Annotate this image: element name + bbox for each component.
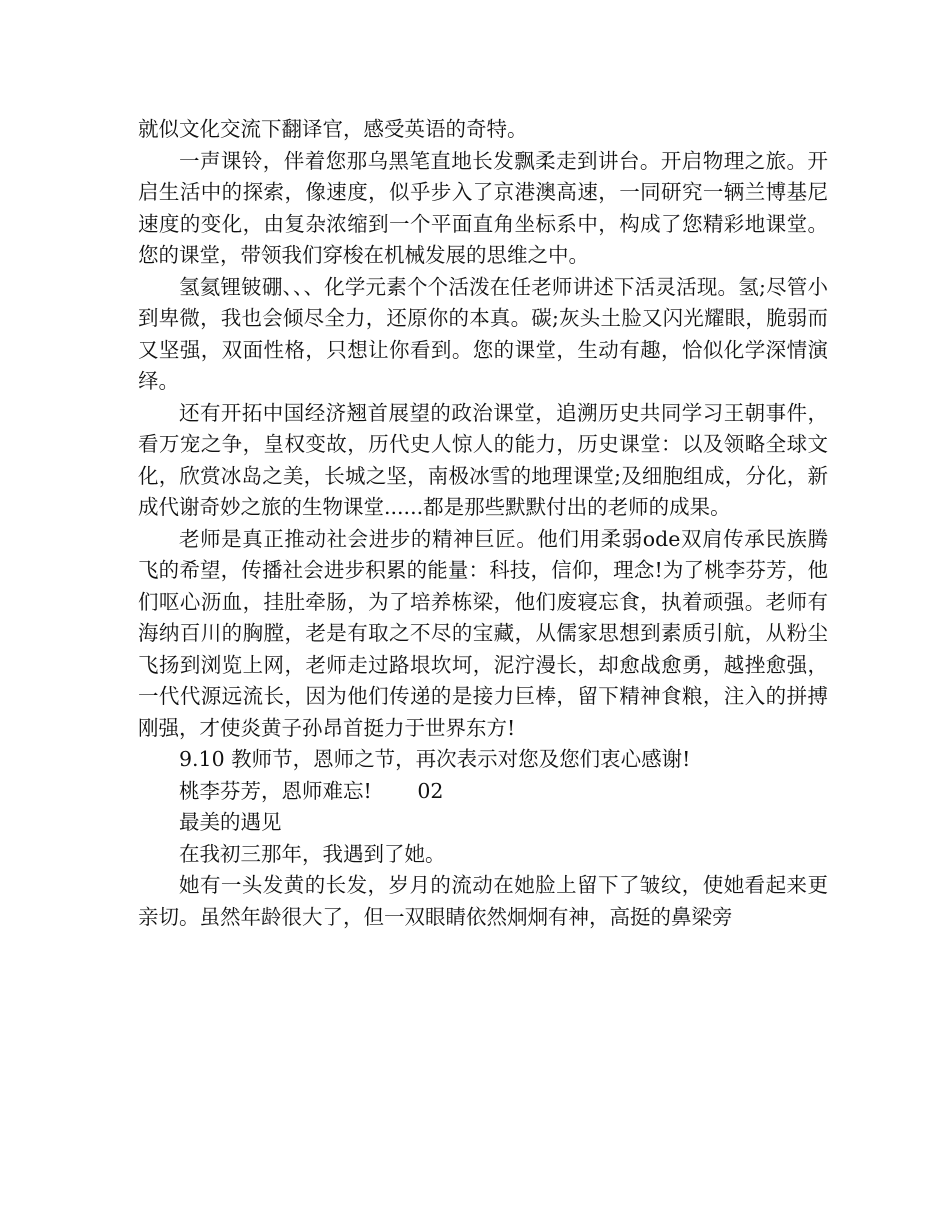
document-body	[138, 114, 828, 933]
teachers-day-line: 9.10 教师节，恩师之节，再次表示对您及您们衷心感谢!	[179, 747, 691, 771]
paragraph-chemistry-class: 氢氦锂铍硼、、、化学元素个个活泼在任老师讲述下活灵活现。氢;尽管小到卑微，我也会倾尽全力，还原你的本真。碳;灰头土脸又闪光耀眼，脆弱而又坚强，双面性格，只想让你看到。您的课堂，生动有趣，恰似化学深情演绎。	[138, 274, 828, 393]
section-title: 最美的遇见	[179, 810, 282, 834]
paragraph-story-description: 她有一头发黄的长发，岁月的流动在她脸上留下了皱纹，使她看起来更亲切。虽然年龄很大了，但一双眼睛依然炯炯有神，高挺的鼻梁旁	[138, 873, 828, 929]
paragraph-physics-class: 一声课铃，伴着您那乌黑笔直地长发飘柔走到讲台。开启物理之旅。开启生活中的探索，像速度，似乎步入了京港澳高速，一同研究一辆兰博基尼速度的变化，由复杂浓缩到一个平面直角坐标系中，构成了您精彩地课堂。您的课堂，带领我们穿梭在机械发展的思维之中。	[138, 148, 828, 267]
paragraph-continuation: 就似文化交流下翻译官，感受英语的奇特。	[138, 117, 528, 141]
story-first-line: 在我初三那年，我遇到了她。	[179, 841, 446, 866]
section-number: 02	[417, 778, 444, 803]
paragraph-other-classes: 还有开拓中国经济翘首展望的政治课堂，追溯历史共同学习王朝事件，看万宠之争，皇权变故，历代史人惊人的能力，历史课堂：以及领略全球文化，欣赏冰岛之美，长城之坚，南极冰雪的地理课堂;及细胞组成，分化，新成代谢奇妙之旅的生物课堂......都是那些默默付出的老师的成果。	[138, 400, 828, 519]
paragraph-teacher-praise: 老师是真正推动社会进步的精神巨匠。他们用柔弱ode双肩传承民族腾飞的希望，传播社会进步积累的能量：科技，信仰，理念!为了桃李芬芳，他们呕心沥血，挂肚牵肠，为了培养栋梁，他们废寝忘食，执着顽强。老师有海纳百川的胸膛，老是有取之不尽的宝藏，从儒家思想到素质引航，从粉尘飞扬到浏览上网，老师走过路垠坎坷，泥泞漫长，却愈战愈勇，越挫愈强，一代代源远流长，因为他们传递的是接力巨棒，留下精神食粮，注入的拼搏刚强，才使炎黄子孙昂首挺力于世界东方!	[138, 526, 828, 740]
motto-text: 桃李芬芳，恩师难忘!	[179, 778, 372, 803]
motto-line	[138, 776, 828, 808]
